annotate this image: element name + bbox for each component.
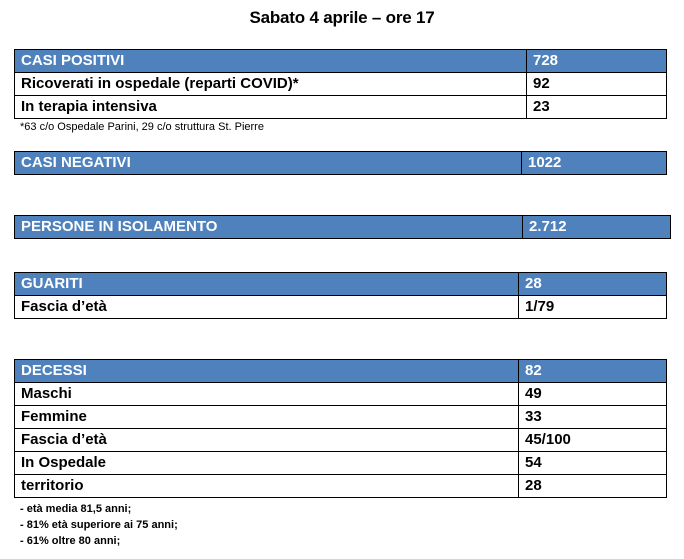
territorio-label: territorio [15, 475, 519, 498]
negativi-table [14, 151, 667, 175]
guariti-label: GUARITI [15, 273, 519, 296]
table-row [15, 73, 667, 96]
positivi-header-row [15, 50, 667, 73]
ricoverati-label: Ricoverati in ospedale (reparti COVID)* [15, 73, 527, 96]
table-row [15, 475, 667, 498]
decessi-note-over-80: - 61% oltre 80 anni; [20, 535, 121, 547]
terapia-intensiva-value: 23 [527, 96, 667, 119]
positivi-label: CASI POSITIVI [15, 50, 527, 73]
isolamento-value: 2.712 [523, 216, 671, 239]
guariti-table [14, 272, 667, 319]
in-ospedale-value: 54 [519, 452, 667, 475]
positivi-table [14, 49, 667, 119]
decessi-label: DECESSI [15, 360, 519, 383]
femmine-value: 33 [519, 406, 667, 429]
decessi-header-row [15, 360, 667, 383]
decessi-note-over-75: - 81% età superiore ai 75 anni; [20, 519, 178, 531]
table-row [15, 406, 667, 429]
table-row [15, 296, 667, 319]
maschi-value: 49 [519, 383, 667, 406]
in-ospedale-label: In Ospedale [15, 452, 519, 475]
guariti-value: 28 [519, 273, 667, 296]
guariti-header-row [15, 273, 667, 296]
positivi-value: 728 [527, 50, 667, 73]
guariti-fascia-eta-value: 1/79 [519, 296, 667, 319]
isolamento-label: PERSONE IN ISOLAMENTO [15, 216, 523, 239]
guariti-fascia-eta-label: Fascia d’età [15, 296, 519, 319]
isolamento-header-row [15, 216, 671, 239]
decessi-fascia-eta-value: 45/100 [519, 429, 667, 452]
decessi-fascia-eta-label: Fascia d’età [15, 429, 519, 452]
terapia-intensiva-label: In terapia intensiva [15, 96, 527, 119]
territorio-value: 28 [519, 475, 667, 498]
table-row [15, 452, 667, 475]
maschi-label: Maschi [15, 383, 519, 406]
negativi-label: CASI NEGATIVI [15, 152, 522, 175]
decessi-table [14, 359, 667, 498]
femmine-label: Femmine [15, 406, 519, 429]
decessi-value: 82 [519, 360, 667, 383]
table-row [15, 429, 667, 452]
negativi-header-row [15, 152, 667, 175]
ricoverati-value: 92 [527, 73, 667, 96]
positivi-footnote: *63 c/o Ospedale Parini, 29 c/o struttura St. Pierre [20, 121, 264, 133]
isolamento-table [14, 215, 671, 239]
page-title: Sabato 4 aprile – ore 17 [249, 8, 435, 27]
table-row [15, 96, 667, 119]
negativi-value: 1022 [522, 152, 667, 175]
decessi-note-eta-media: - età media 81,5 anni; [20, 503, 132, 515]
table-row [15, 383, 667, 406]
